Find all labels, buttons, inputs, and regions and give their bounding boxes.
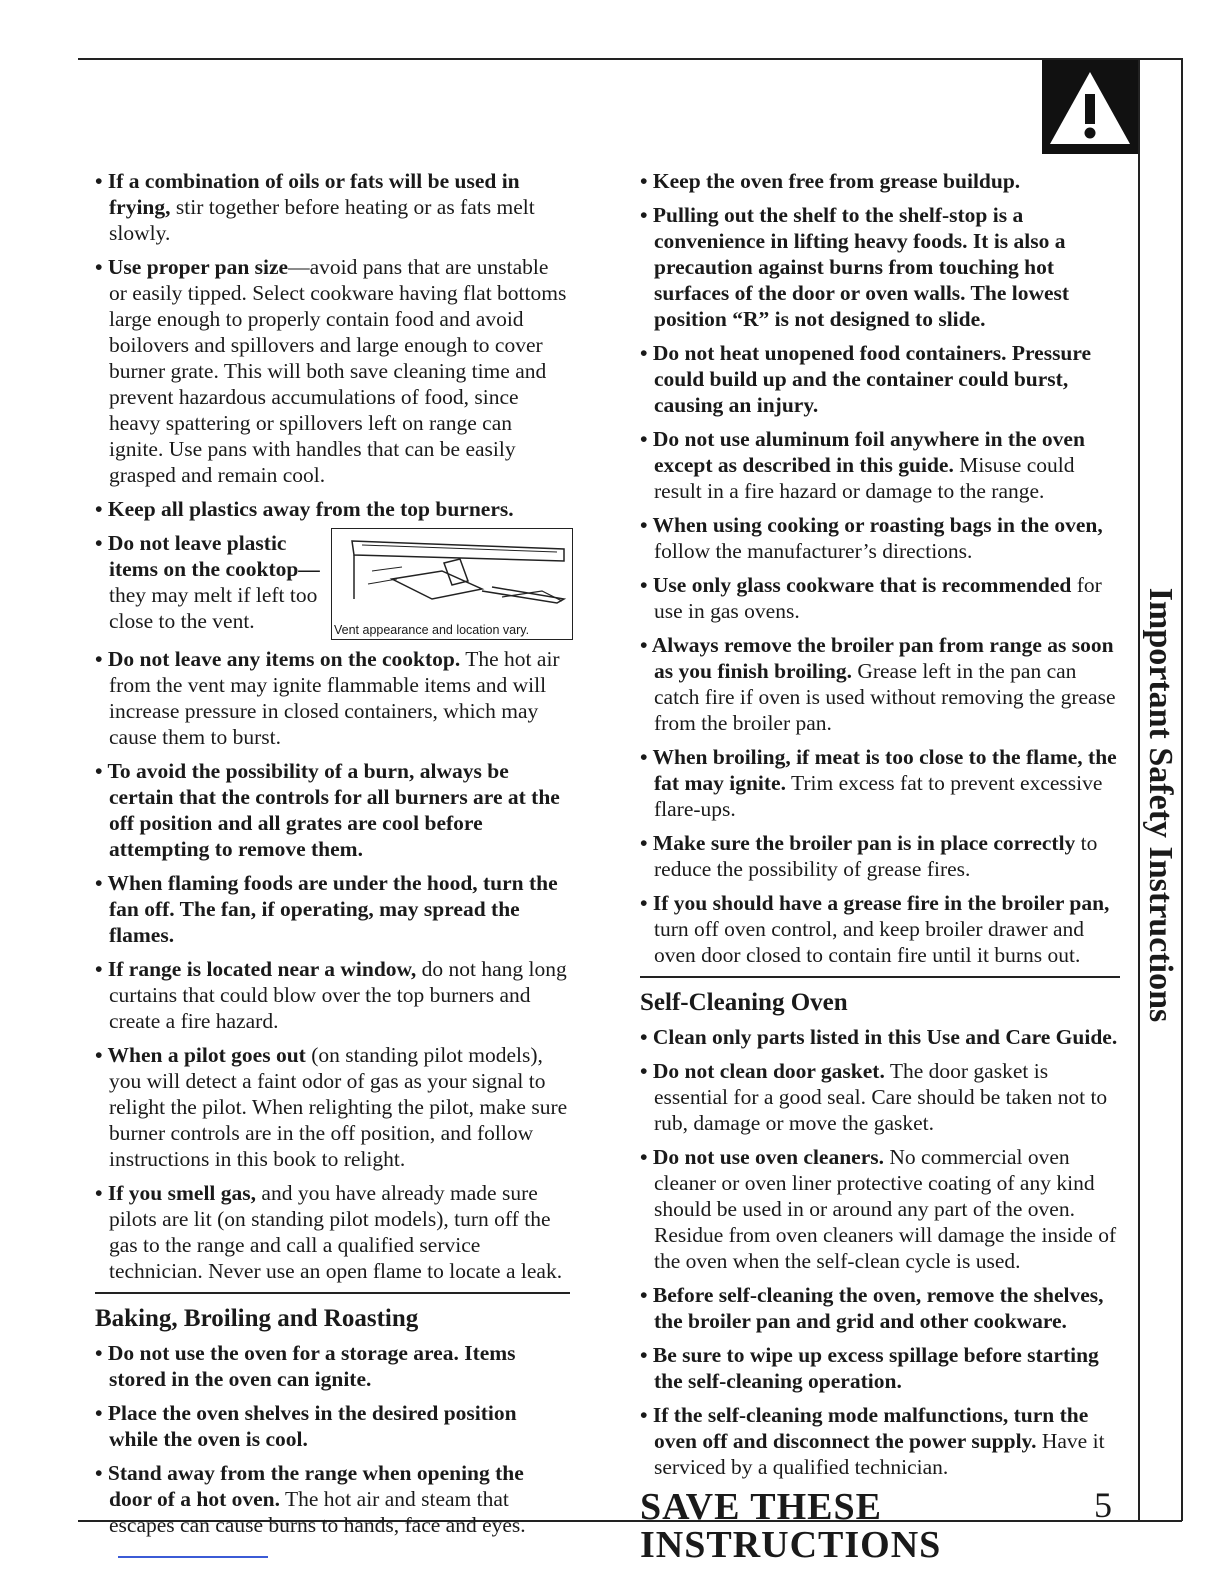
safety-item: • Stand away from the range when opening the door of a hot oven. The hot air and steam that escapes can cause burns to hands, face and eyes. (95, 1461, 526, 1537)
vent-item-text: • Do not leave plastic items on the cooktop—they may melt if left too close to the vent. (95, 531, 320, 633)
safety-item: • Before self-cleaning the oven, remove the shelves, the broiler pan and grid and other cookware. (640, 1283, 1104, 1333)
section-divider (640, 976, 1120, 978)
left-column (95, 168, 570, 1546)
self-cleaning-heading: Self-Cleaning Oven (640, 989, 848, 1016)
section-divider (95, 1292, 570, 1294)
safety-item: • Clean only parts listed in this Use and Care Guide. (640, 1025, 1118, 1049)
vent-caption: Vent appearance and location vary. (334, 623, 530, 637)
top-rule (78, 58, 1182, 60)
warning-triangle-icon (1042, 60, 1138, 154)
page-number: 5 (1094, 1485, 1112, 1525)
safety-item: • Use proper pan size—avoid pans that are unstable or easily tipped. Select cookware having flat bottoms large enough to properly contain food and avoid boilovers and spillovers and large enough to cover burner grate. This will both save cleaning time and prevent hazardous accumulations of food, since heavy spattering or spillovers left on range can ignite. Use pans with handles that can be easily grasped and remain cool. (95, 255, 567, 487)
safety-item: • If range is located near a window, do not hang long curtains that could blow over the top burners and create a fire hazard. (95, 957, 567, 1033)
self-cleaning-items-list (640, 1024, 1120, 1480)
right-items-list (640, 168, 1120, 968)
safety-item: • Place the oven shelves in the desired position while the oven is cool. (95, 1401, 517, 1451)
vent-item (95, 530, 570, 638)
right-column (640, 168, 1120, 1564)
safety-item: • Do not heat unopened food containers. Pressure could build up and the container could burst, causing an injury. (640, 341, 1092, 417)
baking-heading: Baking, Broiling and Roasting (95, 1305, 419, 1332)
safety-item: • Use only glass cookware that is recommended for use in gas ovens. (640, 573, 1102, 623)
safety-item: • When broiling, if meat is too close to the flame, the fat may ignite. Trim excess fat to prevent excessive flare-ups. (640, 745, 1117, 821)
safety-item: • Always remove the broiler pan from range as soon as you finish broiling. Grease left in the pan can catch fire if oven is used without removing the grease from the broiler pan. (640, 633, 1116, 735)
safety-item: • If you should have a grease fire in the broiler pan, turn off oven control, and keep broiler drawer and oven door closed to contain fire until it burns out. (640, 891, 1110, 967)
safety-item: • If you smell gas, and you have already made sure pilots are lit (on standing pilot models), turn off the gas to the range and call a qualified service technician. Never use an open flame to locate a leak. (95, 1181, 563, 1283)
safety-item: • To avoid the possibility of a burn, always be certain that the controls for all burners are at the off position and all grates are cool before attempting to remove them. (95, 759, 560, 861)
safety-item: • When a pilot goes out (on standing pilot models), you will detect a faint odor of gas as your signal to relight the pilot. When relighting the pilot, make sure burner controls are in the off position, and follow instructions in this book to relight. (95, 1043, 568, 1171)
save-line-2: INSTRUCTIONS (640, 1524, 942, 1566)
safety-item: • Be sure to wipe up excess spillage before starting the self-cleaning operation. (640, 1343, 1099, 1393)
left-items-list-2 (95, 646, 570, 1284)
save-instructions-heading (640, 1488, 1120, 1564)
side-title (1140, 540, 1180, 1070)
safety-item: • When using cooking or roasting bags in the oven, follow the manufacturer’s directions. (640, 513, 1103, 563)
safety-item: • Do not use aluminum foil anywhere in the oven except as described in this guide. Misuse could result in a fire hazard or damage to the range. (640, 427, 1085, 503)
safety-item: • Make sure the broiler pan is in place correctly to reduce the possibility of grease fires. (640, 831, 1098, 881)
left-items-list (95, 168, 570, 522)
side-title-text: Important Safety Instructions (1142, 587, 1179, 1023)
warning-box (1042, 60, 1138, 154)
safety-item: • Do not use oven cleaners. No commercial oven cleaner or oven liner protective coating of any kind should be used in or around any part of the oven. Residue from oven cleaners will damage the inside of the oven when the self-clean cycle is used. (640, 1145, 1117, 1273)
safety-item: • Do not leave any items on the cooktop. The hot air from the vent may ignite flammable items and will increase pressure in closed containers, which may cause them to burst. (95, 647, 560, 749)
save-line-1: SAVE THESE (640, 1486, 883, 1528)
vent-illustration (331, 528, 573, 640)
safety-item: • Keep all plastics away from the top burners. (95, 497, 514, 521)
cooktop-vent-icon (332, 529, 570, 619)
safety-item: • Do not clean door gasket. The door gasket is essential for a good seal. Care should be taken not to rub, damage or move the gasket. (640, 1059, 1108, 1135)
safety-item: • If a combination of oils or fats will be used in frying, stir together before heating or as fats melt slowly. (95, 169, 535, 245)
safety-item: • If the self-cleaning mode malfunctions, turn the oven off and disconnect the power supply. Have it serviced by a qualified technician. (640, 1403, 1105, 1479)
safety-item: • Do not use the oven for a storage area. Items stored in the oven can ignite. (95, 1341, 516, 1391)
outer-right-rule (1181, 58, 1183, 1521)
safety-item: • Pulling out the shelf to the shelf-stop is a convenience in lifting heavy foods. It is also a precaution against burns from touching hot surfaces of the door or oven walls. The lowest position “R” is not designed to slide. (640, 203, 1070, 331)
safety-item: • When flaming foods are under the hood, turn the fan off. The fan, if operating, may spread the flames. (95, 871, 558, 947)
baking-items-list (95, 1340, 570, 1538)
safety-item: • Keep the oven free from grease buildup. (640, 169, 1021, 193)
footer-mark (118, 1556, 268, 1558)
